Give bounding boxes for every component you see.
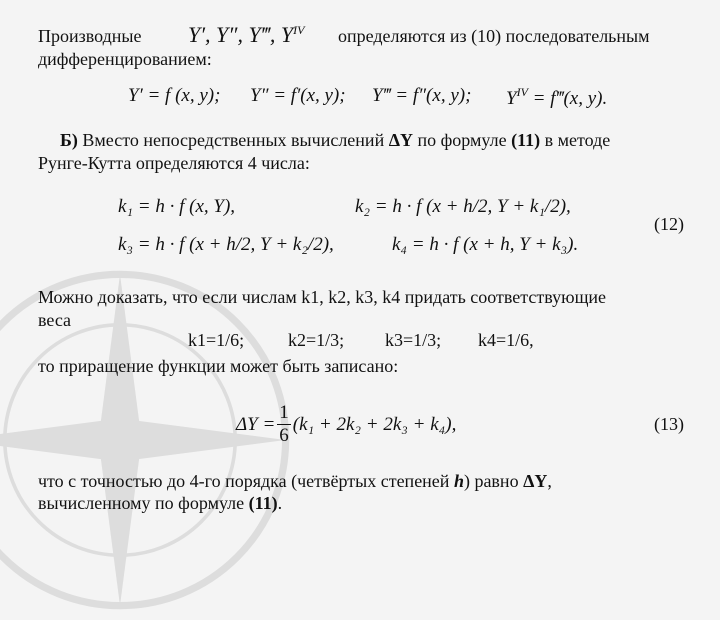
formula-y2: Y″ = f′(x, y); (250, 85, 346, 106)
formula-k3: k₃ = h · f (x + h/2, Y + k₂/2), (118, 234, 334, 255)
delta-rhs: (k₁ + 2k₂ + 2k₃ + k₄), (292, 413, 457, 435)
formula-y4: $Y^{IV}$ = f‴(x, y). (506, 85, 608, 109)
weights-line1: Можно доказать, что если числам k1, k2, k3, k4 придать соответствующие (38, 287, 607, 307)
paragraph-b-line1: Б) Вместо непосредственных вычислений ΔY по формуле (11) в методе (60, 130, 611, 150)
formula-y3: Y‴ = f″(x, y); (372, 85, 472, 106)
intro-word: Производные (38, 26, 142, 46)
fraction-one-sixth: $\frac{1}{6}$ (279, 402, 289, 446)
weights-line3: то приращение функции может быть записано: (38, 356, 399, 376)
delta-lhs: ΔY = (236, 413, 276, 435)
formula-delta-y (236, 402, 456, 447)
formula-k1: k₁ = h · f (x, Y), (118, 196, 236, 217)
formula-k4: k₄ = h · f (x + h, Y + k₃). (392, 234, 579, 255)
equation-number-13: (13) (654, 414, 684, 434)
weight-k3: k3=1/3; (385, 330, 442, 350)
paragraph-b-line2: Рунге-Кутта определяются 4 числа: (38, 153, 310, 173)
weights-line2: веса (38, 310, 72, 330)
intro-rest: определяются из (10) последовательным (338, 26, 650, 46)
weight-k2: k2=1/3; (288, 330, 345, 350)
intro-line2: дифференцированием: (38, 49, 212, 69)
weight-k4: k4=1/6, (478, 330, 534, 350)
weight-k1: k1=1/6; (188, 330, 245, 350)
formula-k2: k₂ = h · f (x + h/2, Y + k₁/2), (355, 196, 571, 217)
derivatives-list: Y′, Y″, Y‴, $Y^{IV}$ (188, 22, 305, 47)
formula-y1: Y′ = f (x, y); (128, 85, 221, 106)
conclusion-paragraph: что с точностью до 4-го порядка (четвёртых степеней h) равно ΔY, вычисленному по формуле (11). (38, 471, 552, 513)
equation-number-12: (12) (654, 214, 684, 234)
